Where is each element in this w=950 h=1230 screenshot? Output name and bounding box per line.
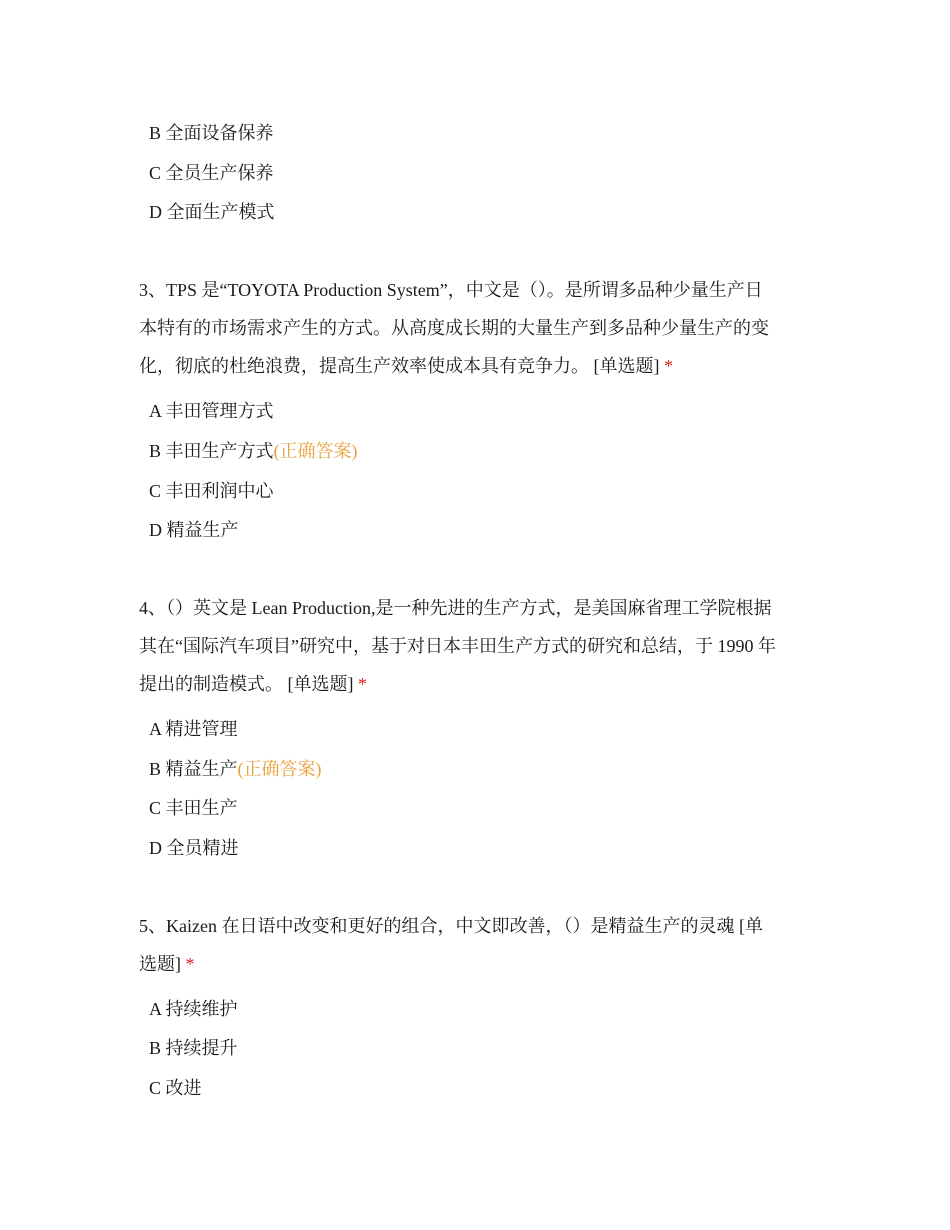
q2-option-d bbox=[149, 200, 275, 224]
q5-line-2-text: 选题] bbox=[139, 954, 186, 974]
q2-option-b bbox=[149, 121, 274, 145]
q3-required-mark: * bbox=[664, 356, 673, 376]
q2-option-d-text: D 全面生产模式 bbox=[149, 202, 275, 222]
q3-option-d-text: D 精益生产 bbox=[149, 520, 239, 540]
q4-option-c-text: C 丰田生产 bbox=[149, 798, 238, 818]
q4-line-3 bbox=[139, 665, 809, 703]
q3-line-1: 3、TPS 是“TOYOTA Production System”，中文是（）。是所谓多品种少量生产日 bbox=[139, 280, 763, 300]
q4-option-a bbox=[149, 717, 238, 741]
q3-question-text bbox=[139, 271, 809, 385]
q3-option-b bbox=[149, 439, 358, 463]
q3-line-2: 本特有的市场需求产生的方式。从高度成长期的大量生产到多品种少量生产的变 bbox=[139, 318, 769, 338]
q4-line-2: 其在“国际汽车项目”研究中，基于对日本丰田生产方式的研究和总结，于 1990 年 bbox=[139, 636, 776, 656]
q5-question-text bbox=[139, 907, 809, 983]
q4-option-a-text: A 精进管理 bbox=[149, 719, 238, 739]
q3-option-c bbox=[149, 479, 274, 503]
q4-question-text bbox=[139, 589, 809, 703]
q4-option-b-text: B 精益生产 bbox=[149, 759, 238, 779]
q5-line-2 bbox=[139, 945, 809, 983]
q4-option-b bbox=[149, 757, 322, 781]
q5-required-mark: * bbox=[185, 954, 195, 974]
q4-option-d-text: D 全员精进 bbox=[149, 838, 239, 858]
q4-line-1: 4、（）英文是 Lean Production,是一种先进的生产方式，是美国麻省理工学院根据 bbox=[139, 598, 772, 618]
q5-option-b bbox=[149, 1036, 238, 1060]
q4-option-d bbox=[149, 836, 239, 860]
q3-option-a-text: A 丰田管理方式 bbox=[149, 401, 274, 421]
q4-line-3-text: 提出的制造模式。 [单选题] bbox=[139, 674, 358, 694]
q3-option-c-text: C 丰田利润中心 bbox=[149, 481, 274, 501]
q4-option-c bbox=[149, 796, 238, 820]
q5-option-c bbox=[149, 1076, 202, 1100]
q5-option-b-text: B 持续提升 bbox=[149, 1038, 238, 1058]
q2-option-b-text: B 全面设备保养 bbox=[149, 123, 274, 143]
q4-correct-answer-label: (正确答案) bbox=[237, 759, 322, 779]
q5-line-1: 5、Kaizen 在日语中改变和更好的组合，中文即改善，（）是精益生产的灵魂 [单 bbox=[139, 916, 763, 936]
q3-line-3-text: 化，彻底的杜绝浪费，提高生产效率使成本具有竞争力。 [单选题] bbox=[139, 356, 664, 376]
q3-option-d bbox=[149, 518, 239, 542]
q3-correct-answer-label: (正确答案) bbox=[273, 441, 358, 461]
q4-required-mark: * bbox=[358, 674, 367, 694]
q5-option-a-text: A 持续维护 bbox=[149, 999, 238, 1019]
q2-option-c-text: C 全员生产保养 bbox=[149, 163, 274, 183]
q5-option-a bbox=[149, 997, 238, 1021]
q3-option-b-text: B 丰田生产方式 bbox=[149, 441, 274, 461]
q5-option-c-text: C 改进 bbox=[149, 1078, 202, 1098]
q3-line-3 bbox=[139, 347, 809, 385]
q3-option-a bbox=[149, 399, 274, 423]
q2-option-c bbox=[149, 161, 274, 185]
